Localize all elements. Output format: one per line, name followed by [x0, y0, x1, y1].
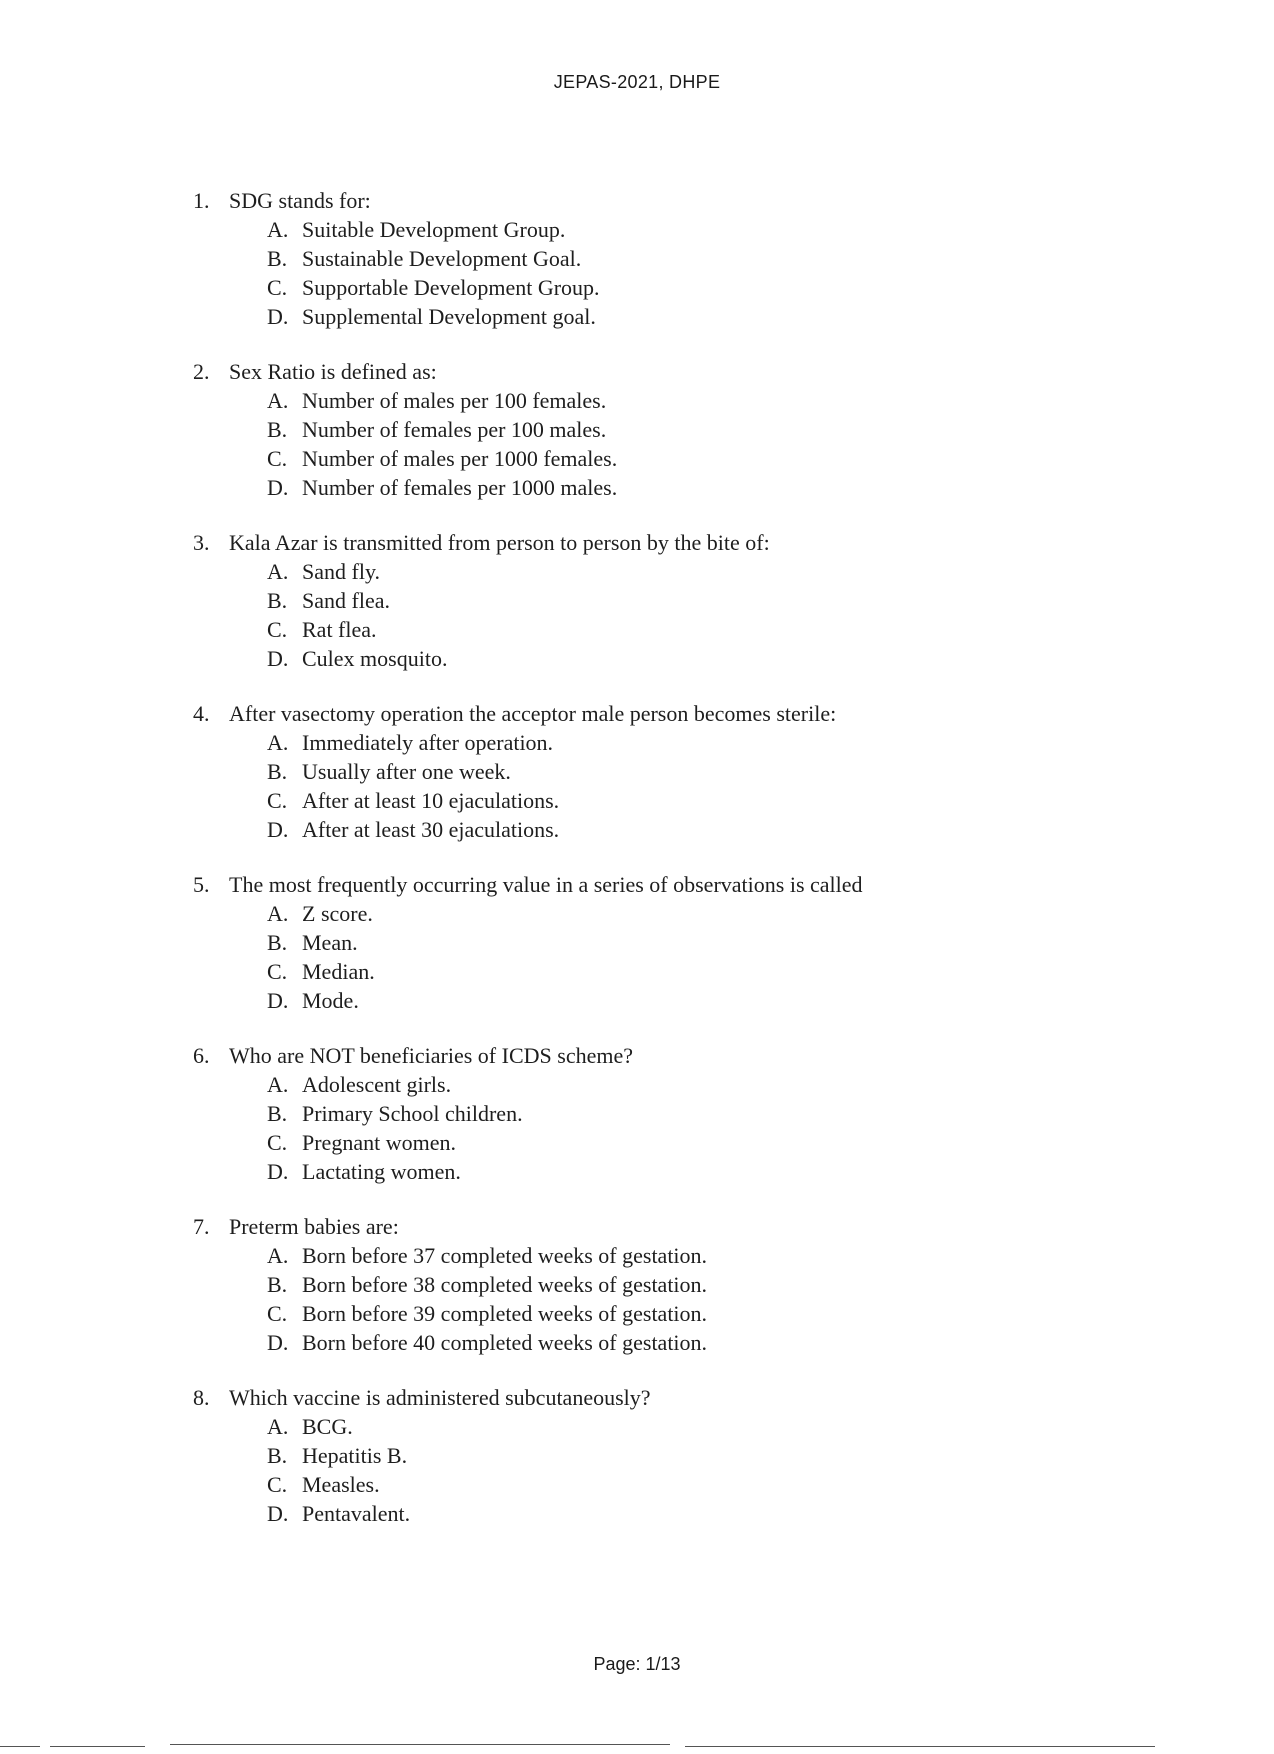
option-text: Median.	[302, 959, 375, 984]
option-letter: B.	[267, 588, 288, 613]
option-letter: C.	[267, 788, 288, 813]
question-text: Preterm babies are:	[229, 1214, 399, 1239]
answer-option	[267, 928, 1193, 957]
answer-option	[267, 586, 1193, 615]
option-letter: B.	[267, 930, 288, 955]
option-text: Pentavalent.	[302, 1501, 411, 1526]
question-item	[193, 1383, 1193, 1528]
page-header: JEPAS-2021, DHPE	[553, 72, 721, 92]
answer-option	[267, 1241, 1193, 1270]
question-stem	[193, 699, 1193, 728]
option-text: After at least 10 ejaculations.	[302, 788, 560, 813]
option-letter: D.	[267, 475, 289, 500]
option-letter: B.	[267, 1443, 288, 1468]
question-number: 2.	[193, 359, 210, 384]
answer-option	[267, 557, 1193, 586]
page-number: Page: 1/13	[593, 1654, 681, 1674]
scan-artifact-line	[685, 1746, 1155, 1747]
answer-option	[267, 1070, 1193, 1099]
question-number: 5.	[193, 872, 210, 897]
answer-option	[267, 1412, 1193, 1441]
option-text: Culex mosquito.	[302, 646, 448, 671]
question-text: The most frequently occurring value in a series of observations is called	[229, 872, 863, 897]
option-letter: B.	[267, 246, 288, 271]
option-letter: D.	[267, 988, 289, 1013]
option-text: Immediately after operation.	[302, 730, 554, 755]
answer-option	[267, 899, 1193, 928]
option-letter: D.	[267, 304, 289, 329]
option-letter: B.	[267, 759, 288, 784]
answer-options	[193, 1412, 1193, 1528]
question-stem	[193, 186, 1193, 215]
scan-artifact-line	[170, 1744, 670, 1745]
question-stem	[193, 870, 1193, 899]
option-letter: C.	[267, 1301, 288, 1326]
option-text: Usually after one week.	[302, 759, 511, 784]
question-stem	[193, 1212, 1193, 1241]
option-letter: A.	[267, 1243, 289, 1268]
option-text: Lactating women.	[302, 1159, 461, 1184]
option-text: Born before 38 completed weeks of gestation.	[302, 1272, 708, 1297]
question-text: SDG stands for:	[229, 188, 371, 213]
answer-option	[267, 757, 1193, 786]
answer-option	[267, 444, 1193, 473]
option-letter: A.	[267, 730, 289, 755]
option-letter: C.	[267, 446, 288, 471]
question-text: Who are NOT beneficiaries of ICDS scheme?	[229, 1043, 633, 1068]
option-text: Sand fly.	[302, 559, 381, 584]
question-list	[193, 186, 1193, 1554]
option-text: Supportable Development Group.	[302, 275, 600, 300]
option-letter: D.	[267, 646, 289, 671]
answer-option	[267, 957, 1193, 986]
option-letter: A.	[267, 217, 289, 242]
option-text: Sand flea.	[302, 588, 390, 613]
answer-option	[267, 415, 1193, 444]
scan-artifact-line	[50, 1746, 145, 1747]
option-letter: B.	[267, 417, 288, 442]
question-text: Sex Ratio is defined as:	[229, 359, 437, 384]
option-text: Number of females per 100 males.	[302, 417, 607, 442]
answer-options	[193, 557, 1193, 673]
option-text: Sustainable Development Goal.	[302, 246, 582, 271]
option-text: Born before 37 completed weeks of gestation.	[302, 1243, 708, 1268]
option-text: Number of males per 100 females.	[302, 388, 607, 413]
option-text: Measles.	[302, 1472, 380, 1497]
question-number: 1.	[193, 188, 210, 213]
question-number: 3.	[193, 530, 210, 555]
option-letter: B.	[267, 1101, 288, 1126]
option-letter: A.	[267, 901, 289, 926]
question-stem	[193, 357, 1193, 386]
answer-options	[193, 728, 1193, 844]
answer-option	[267, 273, 1193, 302]
answer-option	[267, 473, 1193, 502]
answer-options	[193, 1241, 1193, 1357]
option-text: Rat flea.	[302, 617, 377, 642]
question-item	[193, 186, 1193, 331]
option-letter: C.	[267, 275, 288, 300]
question-text: Which vaccine is administered subcutaneously?	[229, 1385, 651, 1410]
question-stem	[193, 1383, 1193, 1412]
question-number: 6.	[193, 1043, 210, 1068]
option-letter: C.	[267, 617, 288, 642]
option-text: Pregnant women.	[302, 1130, 456, 1155]
option-text: Number of males per 1000 females.	[302, 446, 618, 471]
answer-option	[267, 244, 1193, 273]
option-text: Born before 40 completed weeks of gestation.	[302, 1330, 708, 1355]
option-text: Hepatitis B.	[302, 1443, 408, 1468]
option-letter: D.	[267, 1159, 289, 1184]
answer-option	[267, 302, 1193, 331]
answer-options	[193, 215, 1193, 331]
option-letter: A.	[267, 559, 289, 584]
question-stem	[193, 1041, 1193, 1070]
answer-option	[267, 986, 1193, 1015]
option-letter: A.	[267, 1414, 289, 1439]
answer-options	[193, 1070, 1193, 1186]
question-item	[193, 699, 1193, 844]
question-text: After vasectomy operation the acceptor male person becomes sterile:	[229, 701, 837, 726]
answer-options	[193, 386, 1193, 502]
question-number: 8.	[193, 1385, 210, 1410]
answer-option	[267, 1270, 1193, 1299]
answer-option	[267, 1441, 1193, 1470]
option-text: After at least 30 ejaculations.	[302, 817, 560, 842]
question-item	[193, 357, 1193, 502]
option-letter: C.	[267, 1130, 288, 1155]
option-letter: C.	[267, 959, 288, 984]
option-text: Adolescent girls.	[302, 1072, 452, 1097]
question-item	[193, 1041, 1193, 1186]
option-text: Born before 39 completed weeks of gestation.	[302, 1301, 708, 1326]
option-letter: A.	[267, 388, 289, 413]
answer-option	[267, 644, 1193, 673]
option-letter: D.	[267, 1501, 289, 1526]
answer-option	[267, 815, 1193, 844]
option-text: Number of females per 1000 males.	[302, 475, 618, 500]
question-item	[193, 1212, 1193, 1357]
option-letter: B.	[267, 1272, 288, 1297]
answer-option	[267, 1299, 1193, 1328]
answer-option	[267, 615, 1193, 644]
answer-option	[267, 386, 1193, 415]
question-text: Kala Azar is transmitted from person to person by the bite of:	[229, 530, 770, 555]
answer-option	[267, 1499, 1193, 1528]
answer-option	[267, 786, 1193, 815]
answer-option	[267, 728, 1193, 757]
question-number: 7.	[193, 1214, 210, 1239]
question-item	[193, 870, 1193, 1015]
answer-option	[267, 1157, 1193, 1186]
question-stem	[193, 528, 1193, 557]
answer-option	[267, 1470, 1193, 1499]
answer-option	[267, 1099, 1193, 1128]
scan-artifact-line	[0, 1746, 40, 1747]
answer-option	[267, 1328, 1193, 1357]
option-text: Mean.	[302, 930, 358, 955]
option-letter: D.	[267, 1330, 289, 1355]
answer-option	[267, 1128, 1193, 1157]
option-letter: D.	[267, 817, 289, 842]
option-text: BCG.	[302, 1414, 353, 1439]
question-item	[193, 528, 1193, 673]
option-text: Suitable Development Group.	[302, 217, 566, 242]
option-text: Supplemental Development goal.	[302, 304, 596, 329]
question-number: 4.	[193, 701, 210, 726]
option-text: Primary School children.	[302, 1101, 523, 1126]
option-letter: C.	[267, 1472, 288, 1497]
option-text: Z score.	[302, 901, 373, 926]
answer-options	[193, 899, 1193, 1015]
option-text: Mode.	[302, 988, 359, 1013]
option-letter: A.	[267, 1072, 289, 1097]
answer-option	[267, 215, 1193, 244]
